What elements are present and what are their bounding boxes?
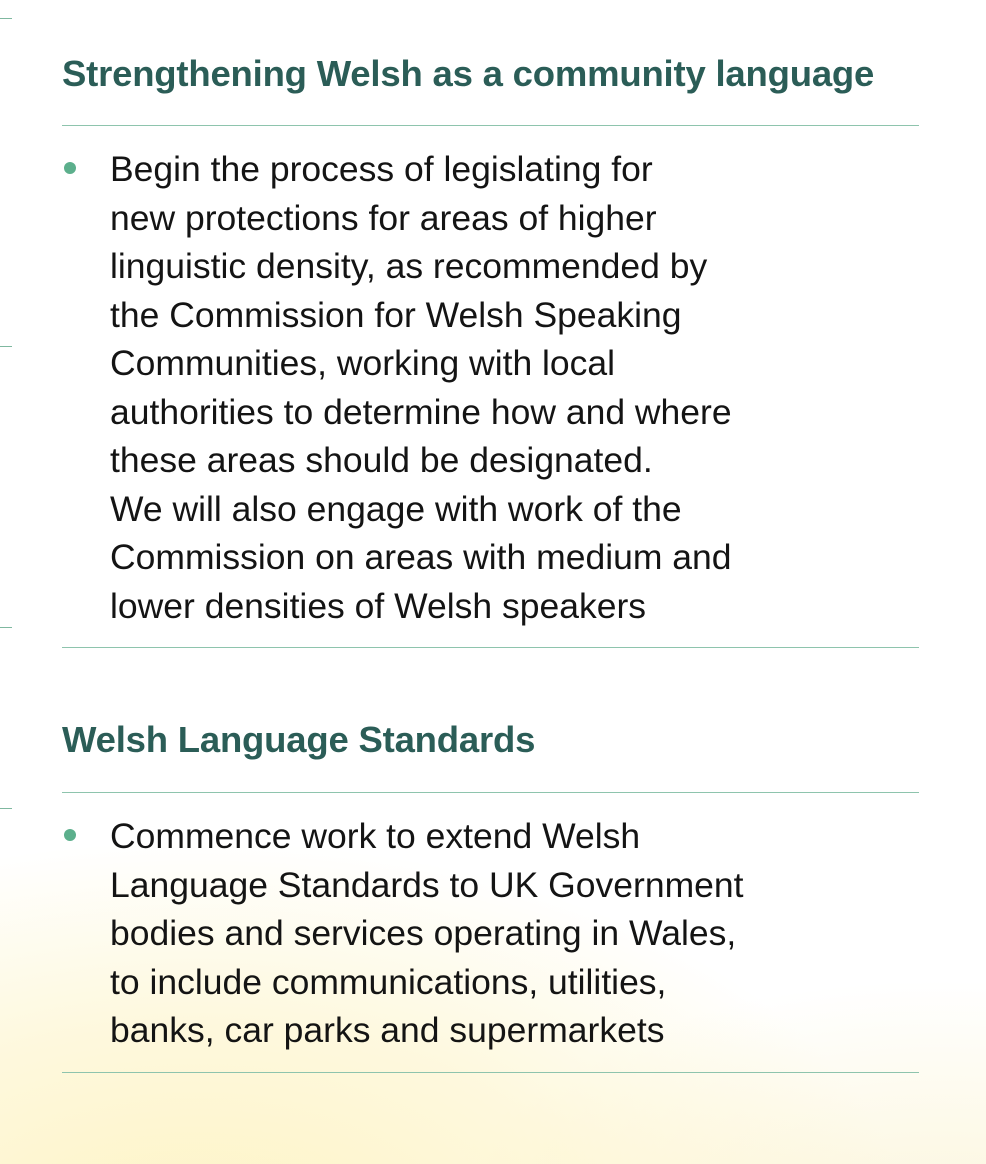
divider-line <box>62 1072 919 1073</box>
divider-line <box>62 647 919 648</box>
list-item-line: lower densities of Welsh speakers <box>110 585 647 626</box>
list-item-line: Language Standards to UK Government <box>110 864 744 905</box>
list-item-line: Begin the process of legislating for <box>110 149 653 189</box>
bullet-list <box>62 145 919 630</box>
list-item-line: We will also engage with work of the <box>110 488 682 529</box>
list-item-line: bodies and services operating in Wales, <box>110 913 737 953</box>
bullet-icon <box>64 829 76 841</box>
list-item-line: Commence work to extend Welsh <box>110 816 641 856</box>
list-item-line: banks, car parks and supermarkets <box>110 1010 665 1050</box>
bullet-icon <box>64 162 76 174</box>
section-heading-language-standards: Welsh Language Standards <box>62 719 536 760</box>
section-heading-community-language: Strengthening Welsh as a community language <box>62 53 875 94</box>
list-item-line: Communities, working with local <box>110 343 616 383</box>
list-item-line: the Commission for Welsh Speaking <box>110 294 682 335</box>
list-item-line: Commission on areas with medium and <box>110 537 732 577</box>
edge-tick <box>0 18 12 19</box>
edge-tick <box>0 627 12 628</box>
list-item-line: these areas should be designated. <box>110 440 653 480</box>
divider-line <box>62 792 919 793</box>
divider-line <box>62 125 919 126</box>
list-item-line: authorities to determine how and where <box>110 391 732 432</box>
edge-tick <box>0 808 12 809</box>
bullet-list <box>62 812 919 1055</box>
list-item-line: linguistic density, as recommended by <box>110 246 708 286</box>
list-item-line: new protections for areas of higher <box>110 197 657 238</box>
edge-tick <box>0 346 12 347</box>
list-item <box>62 812 919 1055</box>
list-item-line: to include communications, utilities, <box>110 961 667 1002</box>
list-item <box>62 145 919 630</box>
